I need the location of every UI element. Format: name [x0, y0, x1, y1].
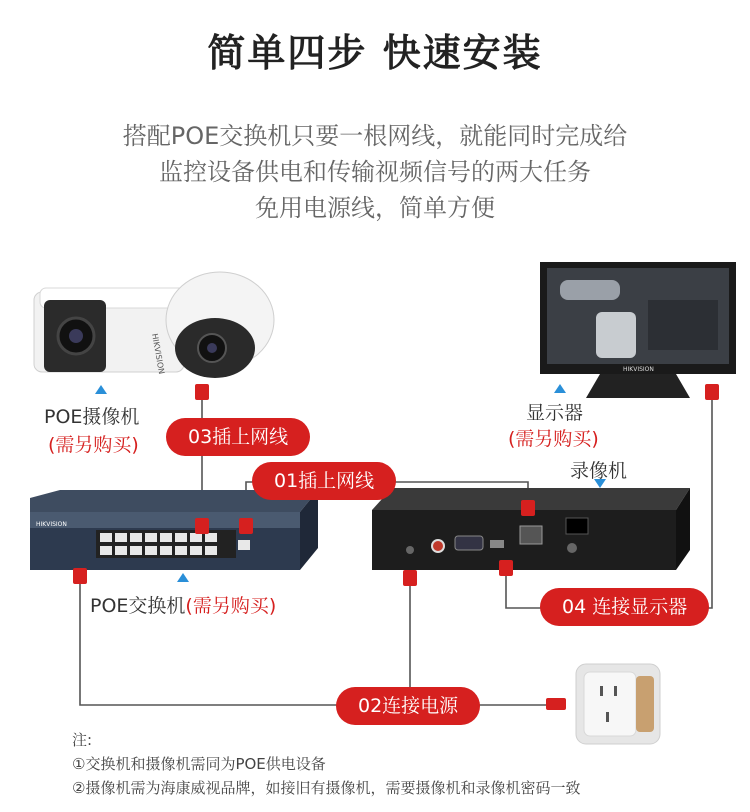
poe-switch-label [90, 591, 276, 618]
monitor-brand-text: HIKVISION [623, 366, 654, 373]
nvr-label: 录像机 [570, 460, 628, 482]
poe-switch-note: (需另购买) [185, 595, 277, 617]
camera-pointer-icon [95, 385, 107, 394]
camera-brand-text: HIKVISION [150, 332, 167, 375]
page-title: 简单四步 快速安装 [207, 31, 543, 75]
note-1: ①交换机和摄像机需同为POE供电设备 [72, 755, 326, 773]
step-01-badge: 01插上网线 [252, 462, 396, 500]
poe-switch-label-text: POE交换机 [90, 595, 186, 617]
monitor-note: (需另购买) [508, 428, 599, 450]
monitor-label: 显示器 [526, 402, 584, 424]
subtitle-line-3: 免用电源线，简单方便 [255, 194, 495, 222]
subtitle-line-1: 搭配POE交换机只要一根网线，就能同时完成给 [122, 122, 628, 150]
switch-brand-text: HIKVISION [36, 521, 67, 528]
poe-switch-device [30, 490, 318, 570]
step-02-badge: 02连接电源 [336, 687, 480, 725]
switch-pointer-icon [177, 573, 189, 582]
step-03-badge: 03插上网线 [166, 418, 310, 456]
subtitle-line-2: 监控设备供电和传输视频信号的两大任务 [159, 158, 591, 186]
monitor-device [540, 262, 736, 398]
notes-section [72, 728, 580, 800]
notes-heading: 注: [72, 731, 93, 749]
poe-camera-label: POE摄像机 [44, 406, 140, 428]
step-04-badge: 04 连接显示器 [540, 588, 709, 626]
power-socket [576, 664, 660, 744]
dome-camera [166, 272, 274, 378]
note-2: ②摄像机需为海康威视品牌，如接旧有摄像机，需要摄像机和录像机密码一致 [72, 779, 581, 797]
poe-camera-note: (需另购买) [48, 434, 139, 456]
monitor-pointer-icon [554, 384, 566, 393]
